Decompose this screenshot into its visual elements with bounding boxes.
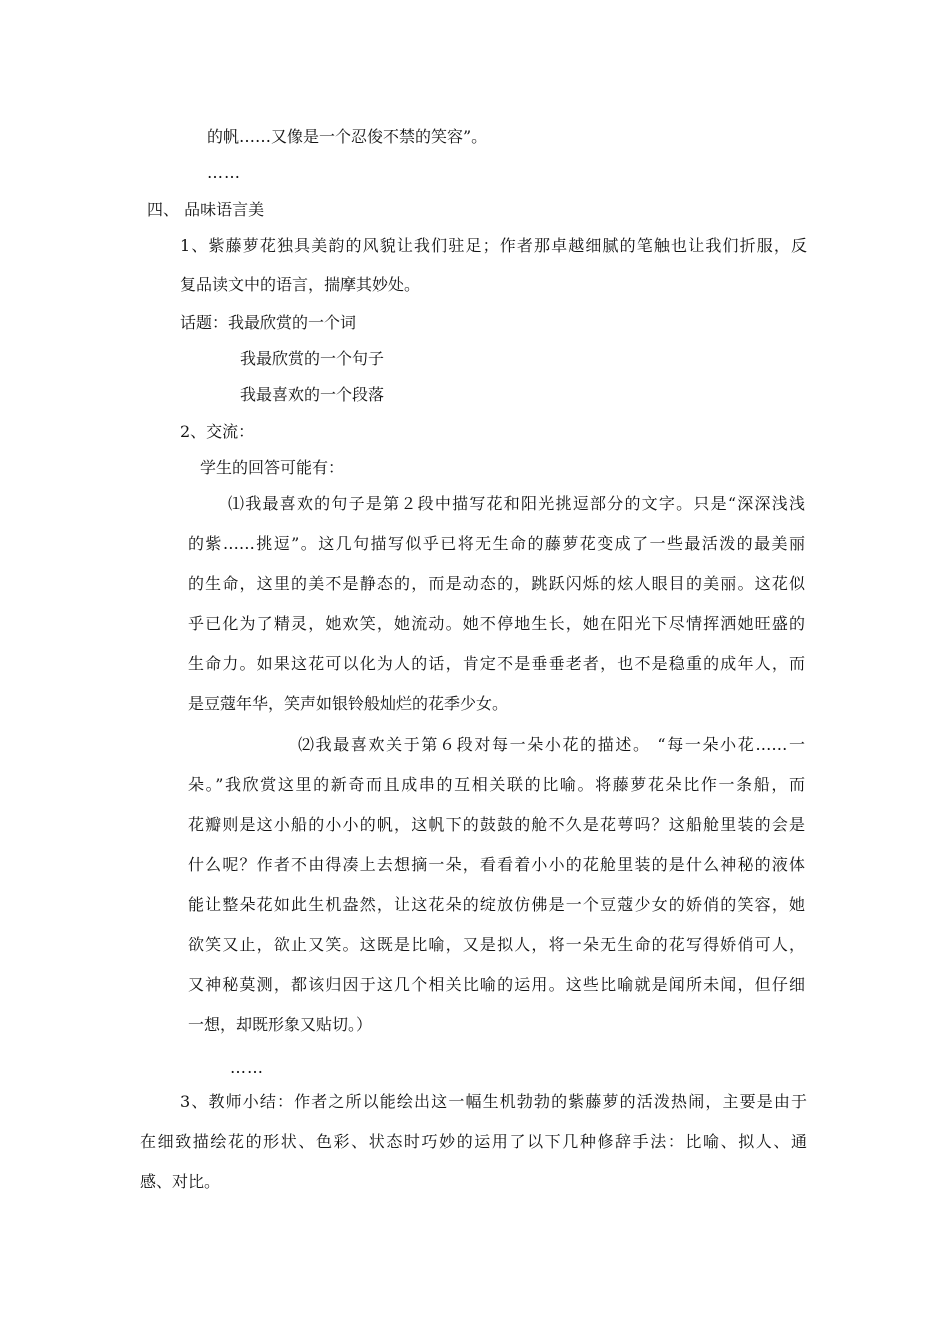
answer-2-line: 一想，却既形象又贴切。） [188, 1015, 373, 1034]
answers-intro: 学生的回答可能有： [200, 458, 345, 477]
answer-2-line: 朵。”我欣赏这里的新奇而且成串的互相关联的比喻。将藤萝花朵比作一条船，而 [188, 775, 805, 794]
section-heading: 四、 品味语言美 [147, 200, 265, 219]
summary-line: 感、对比。 [140, 1172, 221, 1191]
answer-1-line: ⑴我最喜欢的句子是第２段中描写花和阳光挑逗部分的文字。只是“深深浅浅 [228, 494, 805, 513]
answer-1-line: 乎已化为了精灵，她欢笑，她流动。她不停地生长，她在阳光下尽情挥洒她旺盛的 [188, 614, 805, 633]
answer-2 [188, 725, 805, 1045]
answer-2-line: 欲笑又止，欲止又笑。这既是比喻，又是拟人，将一朵无生命的花写得娇俏可人， [188, 935, 805, 954]
topic-item: 我最喜欢的一个段落 [240, 385, 385, 404]
ellipsis: …… [230, 1058, 264, 1077]
answer-2-line: 花瓣则是这小船的小小的帆，这帆下的鼓鼓的舱不久是花萼吗？这船舱里装的会是 [188, 815, 805, 834]
summary-line: 3、教师小结：作者之所以能绘出这一幅生机勃勃的紫藤萝的活泼热闹，主要是由于 [180, 1092, 807, 1111]
answer-2-line: ⑵我最喜欢关于第６段对每一朵小花的描述。 “每一朵小花……一 [298, 735, 805, 754]
text-line: 的帆……又像是一个忍俊不禁的笑容”。 [207, 127, 488, 146]
answer-2-line: 能让整朵花如此生机盎然，让这花朵的绽放仿佛是一个豆蔻少女的娇俏的笑容，她 [188, 895, 805, 914]
answer-1-line: 的紫……挑逗”。这几句描写似乎已将无生命的藤萝花变成了一些最活泼的最美丽 [188, 534, 805, 553]
answer-2-line: 又神秘莫测，都该归因于这几个相关比喻的运用。这些比喻就是闻所未闻，但仔细 [188, 975, 805, 994]
summary-line: 在细致描绘花的形状、色彩、状态时巧妙的运用了以下几种修辞手法：比喻、拟人、通 [140, 1132, 807, 1151]
teacher-summary [140, 1082, 807, 1202]
answer-1 [188, 484, 805, 724]
topic-label: 话题：我最欣赏的一个词 [180, 313, 357, 332]
question-1-line-1: 1、紫藤萝花独具美韵的风貌让我们驻足；作者那卓越细腻的笔触也让我们折服，反 [180, 236, 807, 255]
ellipsis: …… [207, 163, 241, 182]
answer-1-line: 生命力。如果这花可以化为人的话，肯定不是垂垂老者，也不是稳重的成年人，而 [188, 654, 805, 673]
question-2: 2、交流： [180, 422, 255, 441]
answer-1-line: 是豆蔻年华，笑声如银铃般灿烂的花季少女。 [188, 694, 509, 713]
topic-item: 我最欣赏的一个句子 [240, 349, 385, 368]
answer-2-line: 什么呢？作者不由得凑上去想摘一朵，看看着小小的花舱里装的是什么神秘的液体 [188, 855, 805, 874]
answer-1-line: 的生命，这里的美不是静态的，而是动态的，跳跃闪烁的炫人眼目的美丽。这花似 [188, 574, 805, 593]
question-1-line-2: 复品读文中的语言，揣摩其妙处。 [180, 275, 421, 294]
